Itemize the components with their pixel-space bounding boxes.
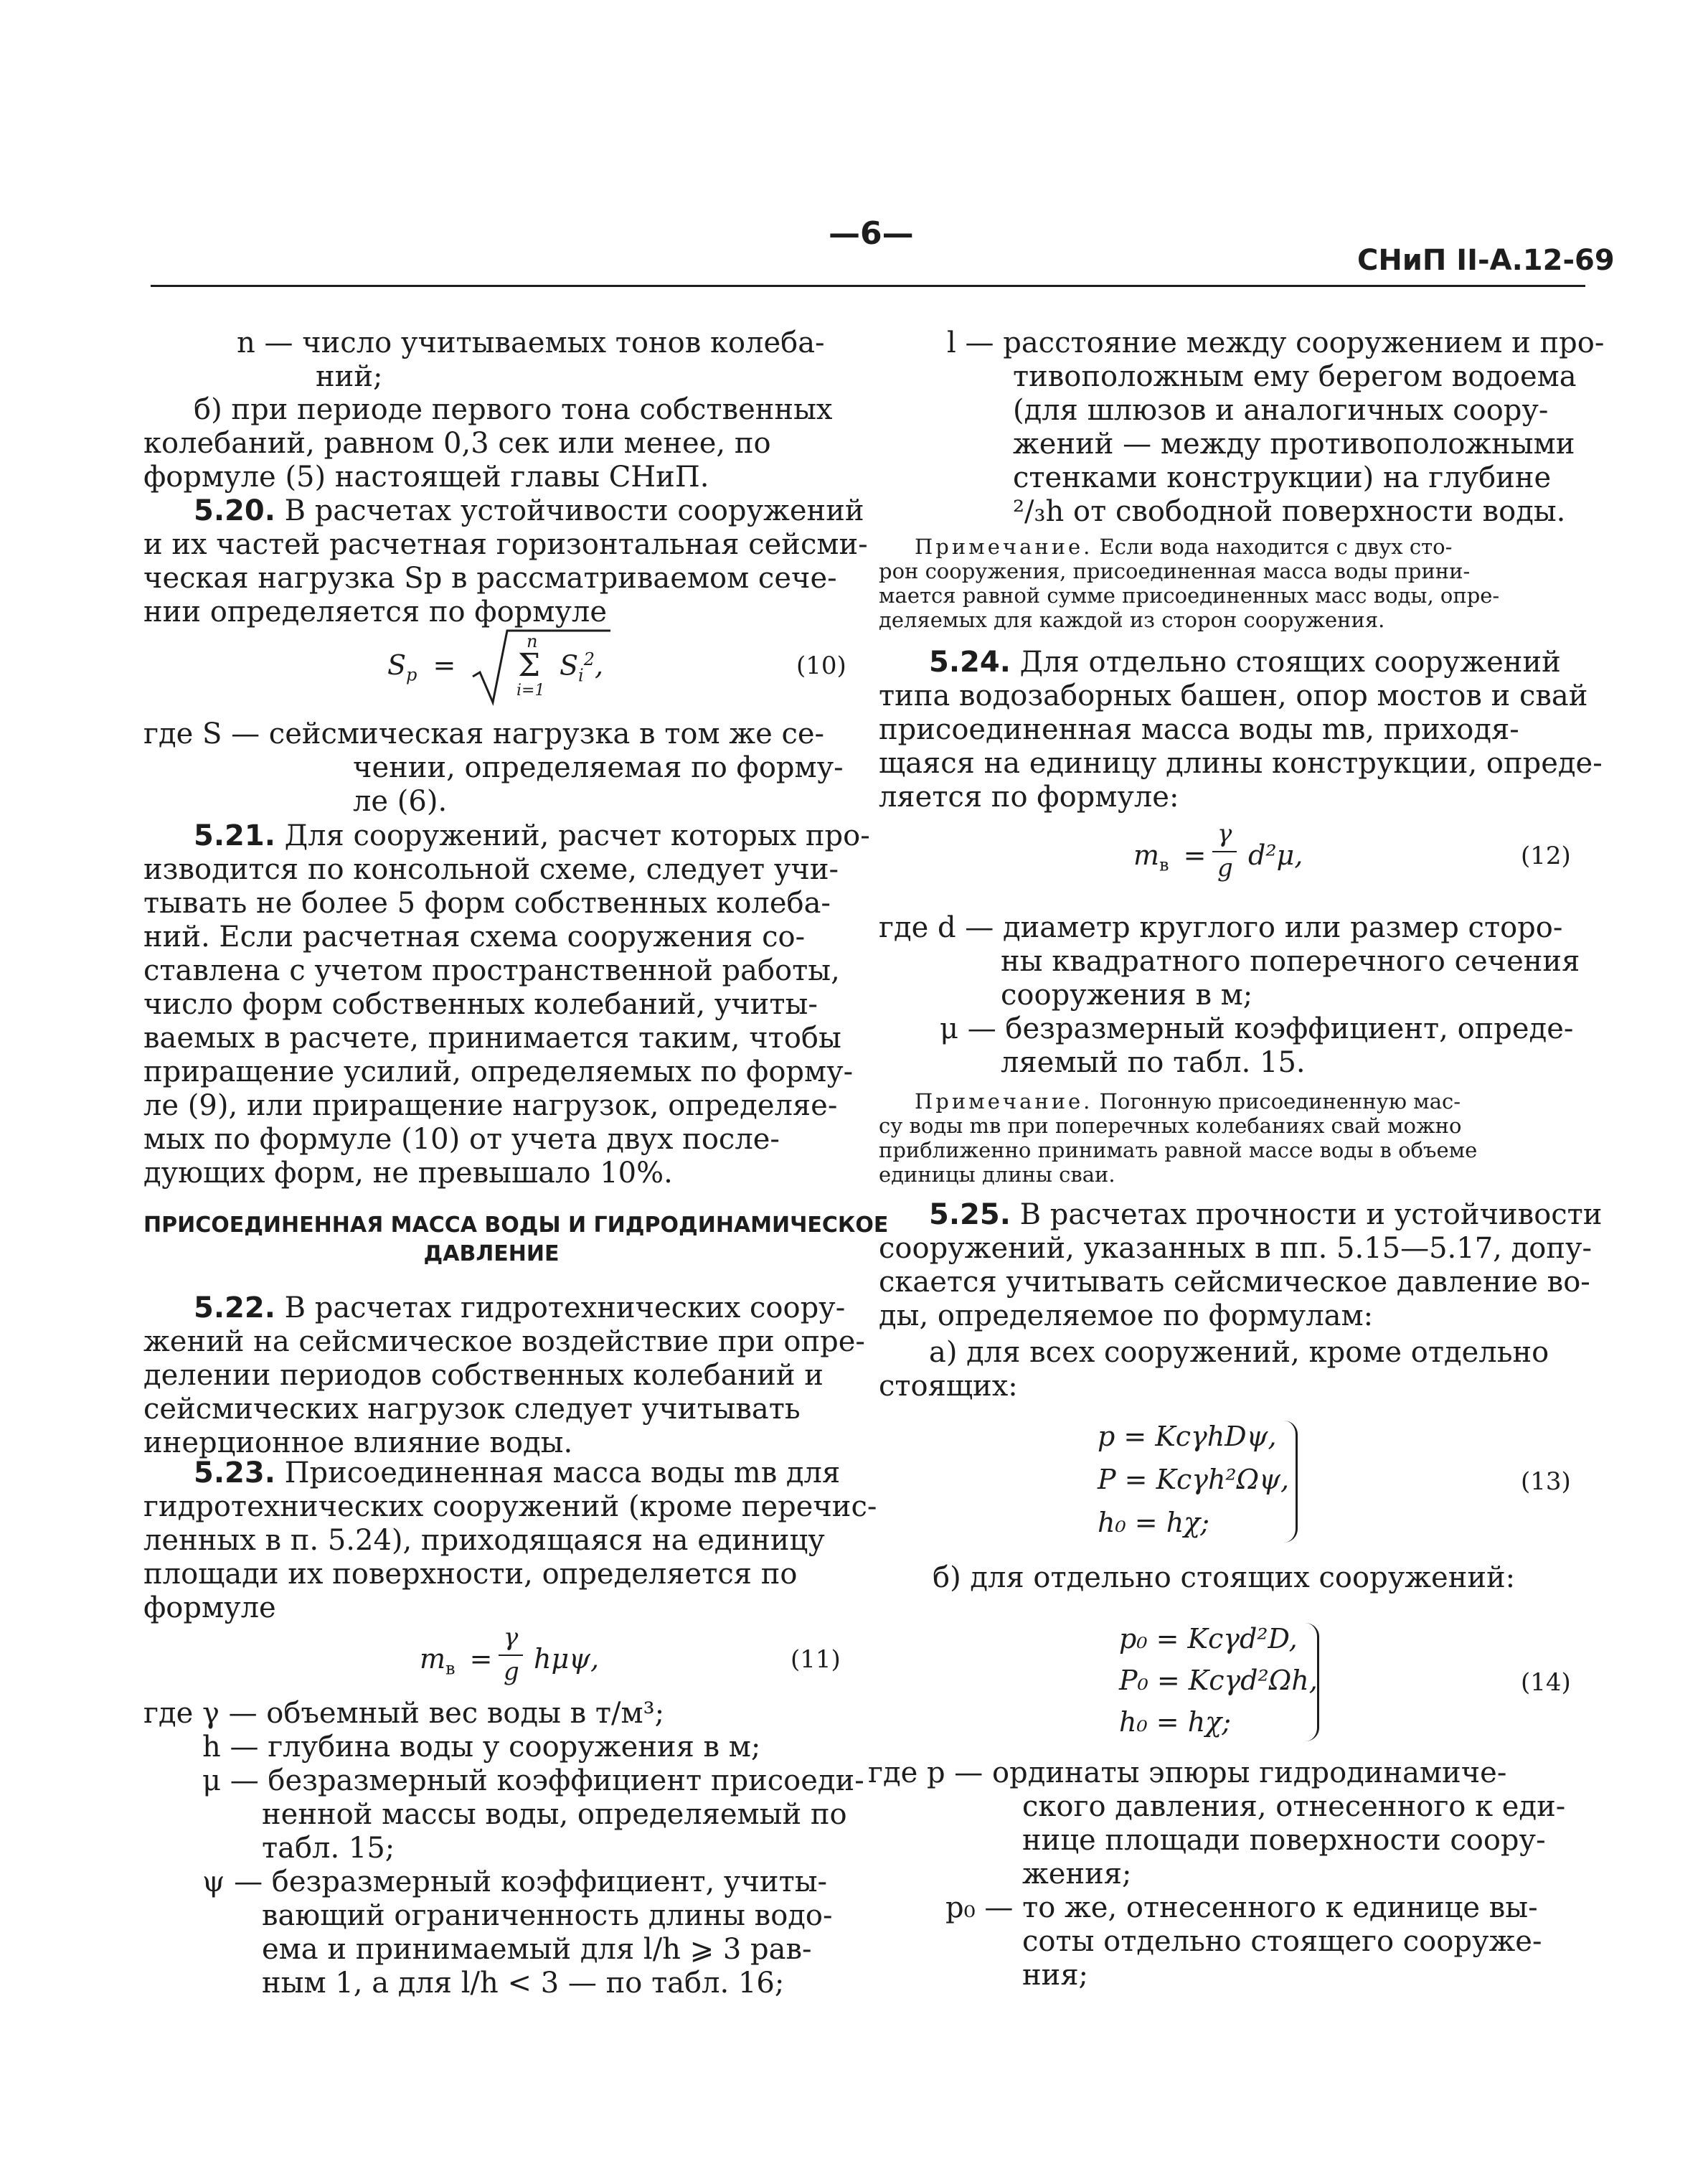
where-si-definition: где S — сейсмическая нагрузка в том же се- чении, определяемая по форму- ле (6). xyxy=(143,717,844,818)
brace-13 xyxy=(1284,1421,1298,1543)
n-definition: n — число учитываемых тонов колеба- ний; xyxy=(237,326,825,393)
sum-term: $S_i^2$, xyxy=(560,649,604,686)
clause-number: 5.24. xyxy=(929,646,1011,679)
sum-sign: Σ xyxy=(518,647,541,684)
sum-upper-limit: n xyxy=(527,631,538,651)
paragraph-5-22: 5.22. В расчетах гидротехнических соору- жений на сейсмическое воздействие при опре- делении периодов собственных колебаний и сейсмических нагрузок следует учитывать инерционное влияние воды. xyxy=(143,1291,865,1459)
clause-number: 5.21. xyxy=(194,819,275,852)
note-1: Примечание. Если вода находится с двух сто- рон сооружения, присоединенная масса воды прини- мается равной сумме присоединенных масс воды, опре- деляемых для каждой из сторон сооружения. xyxy=(879,535,1500,632)
fraction-numerator: γ xyxy=(1217,819,1232,848)
equation-10-number: (10) xyxy=(796,651,846,680)
equation-14-number: (14) xyxy=(1521,1668,1571,1697)
header-rule xyxy=(151,285,1585,287)
equation-11: $m_в$ = xyxy=(420,1643,493,1679)
note-label: Примечание. xyxy=(915,535,1093,559)
l-definition: l — расстояние между сооружением и про- тивоположным ему берегом водоема (для шлюзов и аналогичных соору- жений — между противоположными стенками конструкции) на глубине ²/₃h от свободной поверхности воды. xyxy=(947,326,1605,528)
paragraph-b2: б) для отдельно стоящих сооружений: xyxy=(933,1561,1516,1594)
equation-12-rhs: d²μ, xyxy=(1248,839,1303,871)
fraction-numerator: γ xyxy=(504,1623,519,1652)
eq14-definitions: где p — ординаты эпюры гидродинамиче- ского давления, отнесенного к еди- нице площади поверхности соору- жения; p₀ — то же, отнесенного к единице вы- соты отдельно стоящего сооруже- ния; xyxy=(868,1756,1566,1992)
brace-14 xyxy=(1306,1623,1319,1741)
clause-number: 5.20. xyxy=(194,494,275,527)
equation-12: $m_в$ = xyxy=(1133,839,1207,875)
paragraph-5-20: 5.20. В расчетах устойчивости сооружений и их частей расчетная горизонтальная сейсми- ческая нагрузка Sр в рассматриваемом сече- нии определяется по формуле xyxy=(143,494,868,629)
equation-11-rhs: hμψ, xyxy=(534,1643,600,1675)
document-code: СНиП II-А.12-69 xyxy=(1357,244,1615,277)
eq12-definitions: где d — диаметр круглого или размер сторо- ны квадратного поперечного сечения сооружения в м; μ — безразмерный коэффициент, опреде- ляемый по табл. 15. xyxy=(879,911,1580,1079)
note-2: Примечание. Погонную присоединенную мас- су воды mв при поперечных колебаниях свай можно приближенно принимать равной массе воды в объеме единицы длины сваи. xyxy=(879,1089,1478,1187)
equation-10: $S_p$ = xyxy=(387,649,456,685)
section-heading: ПРИСОЕДИНЕННАЯ МАССА ВОДЫ И ГИДРОДИНАМИЧЕСКОЕ ДАВЛЕНИЕ xyxy=(143,1213,889,1266)
paragraph-a: а) для всех сооружений, кроме отдельно стоящих: xyxy=(879,1336,1549,1403)
equation-13: p = KсγhDψ, P = Kсγh²Ωψ, h₀ = hχ; xyxy=(1098,1421,1290,1538)
equation-13-number: (13) xyxy=(1521,1467,1571,1496)
fraction-bar xyxy=(1212,851,1237,852)
page-number: —6— xyxy=(829,215,914,252)
paragraph-5-25: 5.25. В расчетах прочности и устойчивости сооружений, указанных в пп. 5.15—5.17, допу- скается учитывать сейсмическое давление во- ды, определяемое по формулам: xyxy=(879,1198,1603,1332)
equation-14: p₀ = Kсγd²D, P₀ = Kсγd²Ωh, h₀ = hχ; xyxy=(1119,1623,1318,1738)
paragraph-5-21: 5.21. Для сооружений, расчет которых про- изводится по консольной схеме, следует учи- тывать не более 5 форм собственных колеба- ний. Если расчетная схема сооружения со- ставлена с учетом пространственной работы, число форм собственных колебаний, учиты- ваемых в расчете, принимается таким, чтобы приращение усилий, определяемых по форму- ле (9), или приращение нагрузок, определяе- мых по формуле (10) от учета двух после- дующих форм, не превышало 10%. xyxy=(143,819,870,1190)
paragraph-5-23: 5.23. Присоединенная масса воды mв для гидротехнических сооружений (кроме перечис- ленных в п. 5.24), приходящаяся на единицу площади их поверхности, определяется по формуле xyxy=(143,1456,877,1624)
sum-lower-limit: i=1 xyxy=(516,682,545,700)
clause-number: 5.25. xyxy=(929,1198,1011,1231)
fraction-denominator: g xyxy=(1217,854,1233,882)
equation-11-number: (11) xyxy=(791,1645,841,1674)
paragraph-5-24: 5.24. Для отдельно стоящих сооружений типа водозаборных башен, опор мостов и свай присоединенная масса воды mв, приходя- щаяся на единицу длины конструкции, опреде- ляется по формуле: xyxy=(879,646,1603,814)
fraction-bar xyxy=(499,1655,523,1656)
eq11-definitions: где γ — объемный вес воды в т/м³; h — глубина воды у сооружения в м; μ — безразмерный коэффициент присоеди- ненной массы воды, определяемый по табл. 15; ψ — безразмерный коэффициент, учиты- вающий ограниченность длины водо- ема и принимаемый для l/h ⩾ 3 рав- ным 1, а для l/h < 3 — по табл. 16; xyxy=(143,1697,864,2000)
clause-number: 5.23. xyxy=(194,1456,275,1489)
clause-number: 5.22. xyxy=(194,1291,275,1324)
fraction-denominator: g xyxy=(504,1657,519,1686)
paragraph-b: б) при периоде первого тона собственных колебаний, равном 0,3 сек или менее, по формуле (5) настоящей главы СНиП. xyxy=(143,393,833,494)
equation-12-number: (12) xyxy=(1521,842,1571,870)
note-label: Примечание. xyxy=(915,1089,1093,1114)
